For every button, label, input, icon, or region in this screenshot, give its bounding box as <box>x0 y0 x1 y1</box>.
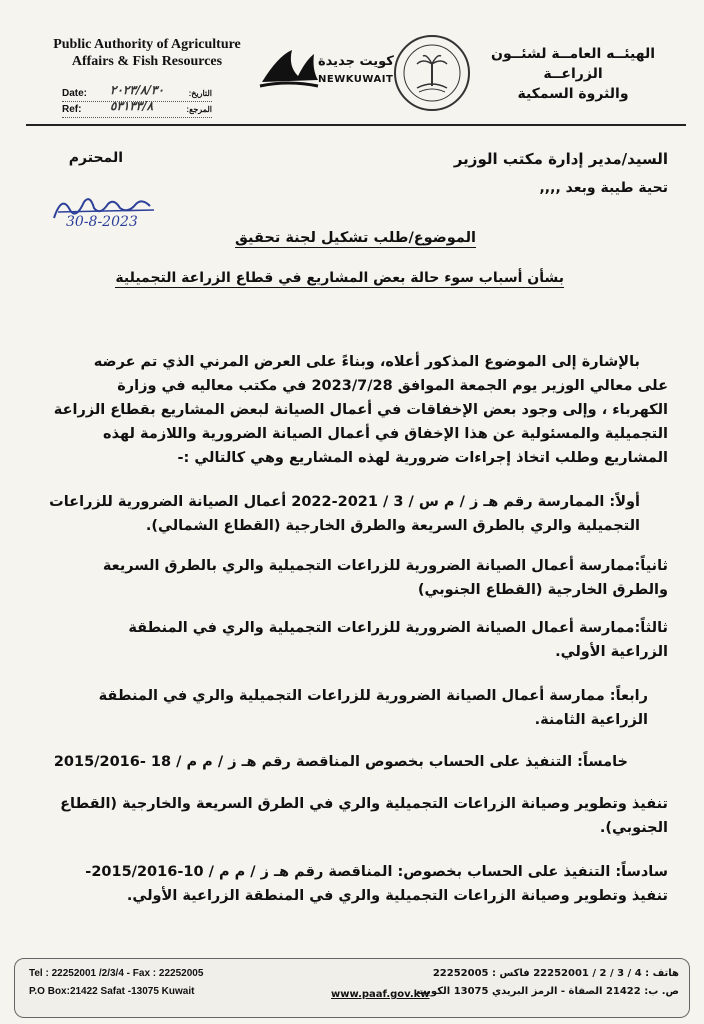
intro-line: بالإشارة إلى الموضوع المذكور أعلاه، وبناءً على العرض المرني الذي تم عرضه <box>93 354 640 370</box>
item-line: تنفيذ وتطوير وصيانة الزراعات التجميلية والري في الطرق السريعة والخارجية (القطاع <box>60 796 668 812</box>
letter-footer <box>14 958 690 1018</box>
letter-body <box>36 0 668 950</box>
intro-line: التجميلية والمسئولية عن هذا الإخفاق في أعمال الصيانة الضرورية واللازمة لهذه <box>103 426 668 442</box>
date-label-ar: التاريخ: <box>188 89 212 98</box>
subject-line2 <box>115 270 564 286</box>
subject-line2-text: بشأن أسباب سوء حالة بعض المشاريع في قطاع الزراعة التجميلية <box>115 270 564 286</box>
item-line: تنفيذ وتطوير وصيانة الزراعات التجميلية والري في المنطقة الزراعية الأولي. <box>126 888 668 904</box>
item-line: الزراعية الأولي. <box>555 644 668 660</box>
ref-label: Ref: <box>62 104 82 115</box>
footer-tel-ar: هاتف : 4 / 3 / 2 / 22252001 فاكس : 22252005 <box>432 968 679 979</box>
footer-pobox-ar: ص. ب: 21422 الصفاة - الرمز البريدي 13075 الكويت <box>416 986 679 997</box>
signature-date: 30-8-2023 <box>66 214 138 230</box>
item-line: سادساً: التنفيذ على الحساب بخصوص: المناقصة رقم هـ ز / م م / 10-2015/2016- <box>85 864 668 880</box>
item-line: والطرق الخارجية (القطاع الجنوبي) <box>417 582 668 598</box>
footer-tel-en: Tel : 22252001 /2/3/4 - Fax : 22252005 <box>29 968 204 979</box>
item-1 <box>36 490 668 538</box>
item-2 <box>36 554 668 602</box>
authority-name-ar-line2: والثروة السمكية <box>517 86 629 102</box>
intro-line: الكهرباء ، وإلى وجود بعض الإخفاقات في أعمال الصيانة لبعض المشاريع بقطاع الزراعة <box>53 402 668 418</box>
date-label: Date: <box>62 88 88 99</box>
subject-text: الموضوع/طلب تشكيل لجنة تحقيق <box>234 230 476 246</box>
item-line: ثانياً:ممارسة أعمال الصيانة الضرورية للزراعات التجميلية والري بالطرق السريعة <box>102 558 668 574</box>
footer-contact-en <box>29 965 203 1001</box>
intro-paragraph <box>36 350 668 470</box>
item-line: الزراعية الثامنة. <box>534 712 648 728</box>
item-line: خامساً: التنفيذ على الحساب بخصوص المناقصة رقم هـ ز / م م / 18 -2015/2016 <box>53 754 628 770</box>
greeting: تحية طيبة وبعد ,,,, <box>539 180 668 196</box>
ref-label-ar: المرجع: <box>186 105 212 114</box>
newkuwait-ar: كويت جديدة <box>318 54 394 69</box>
item-line: أولاً: الممارسة رقم هـ ز / م س / 3 / 2021-2022 أعمال الصيانة الضرورية للزراعات <box>49 494 640 510</box>
ref-value: ٥٣١٣٣/٨ <box>110 99 154 113</box>
newkuwait-en: NEWKUWAIT <box>318 74 394 85</box>
footer-contact-ar <box>417 965 679 1001</box>
item-4 <box>36 684 668 732</box>
date-value: ٢٠٢٣/٨/٣٠ <box>110 83 164 97</box>
intro-line: المشاريع وطلب اتخاذ إجراءات ضرورية لهذه المشاريع وهي كالتالي :- <box>177 450 668 466</box>
authority-name-en-line2: Affairs & Fish Resources <box>71 54 223 69</box>
subject <box>235 230 476 246</box>
item-5-detail <box>36 792 668 840</box>
item-5 <box>36 750 668 774</box>
addressee: السيد/مدير إدارة مكتب الوزير <box>453 150 668 168</box>
intro-line: على معالي الوزير يوم الجمعة الموافق 2023/7/28 في مكتب معاليه في وزارة <box>117 378 668 394</box>
item-line: الجنوبي). <box>599 820 668 836</box>
honorific: المحترم <box>68 150 123 166</box>
footer-pobox-en: P.O Box:21422 Safat -13075 Kuwait <box>29 986 195 997</box>
authority-name-ar-line1: الهيئــه العامــة لشئــون الزراعــة <box>491 46 655 82</box>
item-6 <box>36 860 668 908</box>
authority-name-en-line1: Public Authority of Agriculture <box>53 37 241 52</box>
item-line: التجميلية والري بالطرق السريعة والطرق الخارجية (القطاع الشمالي). <box>145 518 640 534</box>
item-line: ثالثاً:ممارسة أعمال الصيانة الضرورية للزراعات التجميلية والري في المنطقة <box>128 620 668 636</box>
item-3 <box>36 616 668 664</box>
footer-website-link[interactable]: www.paaf.gov.kw <box>331 989 430 1000</box>
item-line: رابعاً: ممارسة أعمال الصيانة الضرورية للزراعات التجميلية والري في المنطقة <box>98 688 648 704</box>
